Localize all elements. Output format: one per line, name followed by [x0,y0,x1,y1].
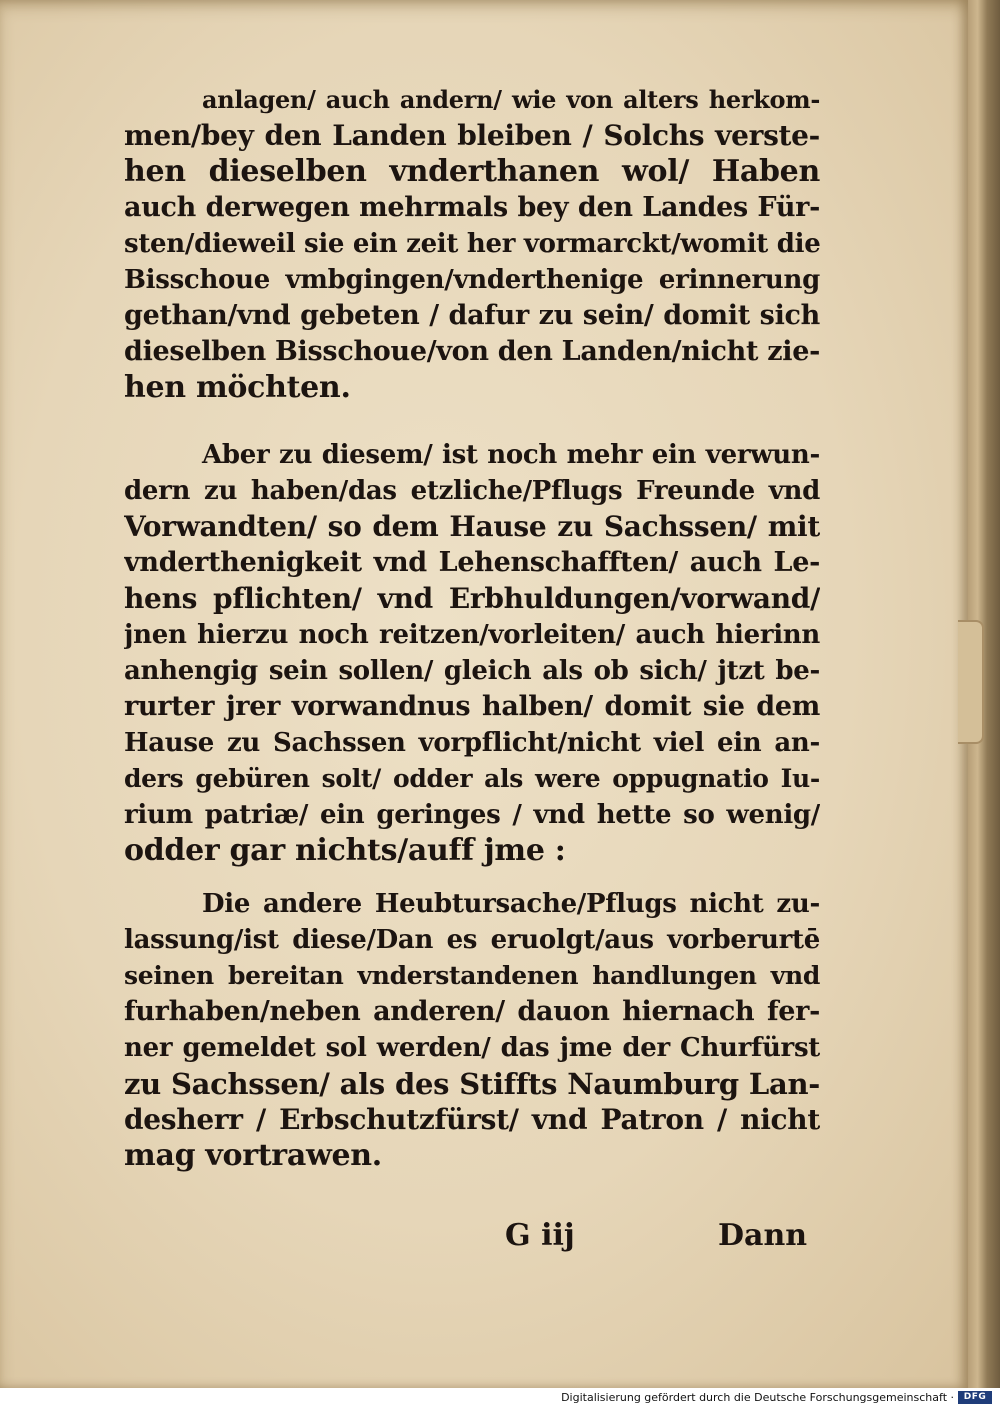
text-line: gethan/vnd gebeten / dafur zu sein/ domit sich [124,300,820,331]
text-line: ders gebüren solt/ odder als were oppugnatio Iu- [124,764,820,793]
text-line: Die andere Heubtursache/Pflugs nicht zu- [202,889,820,919]
text-line: sten/dieweil sie ein zeit her vormarckt/womit die [124,229,820,259]
dfg-logo-icon: DFG [958,1391,992,1404]
text-line: desherr / Erbschutzfürst/ vnd Patron / nicht [124,1103,820,1136]
text-line: anlagen/ auch andern/ wie von alters herkom- [202,85,820,114]
text-line: vnderthenigkeit vnd Lehenschafften/ auch Le- [124,547,820,578]
paragraph-1 [124,82,820,406]
text-line: mag vortrawen. [124,1138,382,1173]
text-line: zu Sachssen/ als des Stiffts Naumburg Lan- [124,1067,820,1101]
text-line: men/bey den Landen bleiben / Solchs verste- [124,119,820,152]
text-line: Bisschoue vmbgingen/vnderthenige erinnerung [124,265,820,295]
paragraph-2 [124,437,820,869]
text-line: Aber zu diesem/ ist noch mehr ein verwun- [202,440,820,470]
signature-mark: G iij [505,1218,575,1253]
text-line: rurter jrer vorwandnus halben/ domit sie dem [124,691,820,722]
catchword: Dann [718,1218,808,1253]
text-line: Hause zu Sachssen vorpflicht/nicht viel ein an- [124,728,820,758]
text-line: rium patriæ/ ein geringes / vnd hette so wenig/ [124,800,820,830]
text-line: jnen hierzu noch reitzen/vorleiten/ auch hierinn [124,620,820,650]
paragraph-3 [124,886,820,1174]
text-line: ner gemeldet sol werden/ das jme der Churfürst [124,1033,820,1063]
text-line: furhaben/neben anderen/ dauon hiernach fer- [124,996,820,1027]
text-line: anhengig sein sollen/ gleich als ob sich/ jtzt be- [124,656,820,686]
text-line: hen möchten. [124,370,351,405]
text-line: dieselben Bisschoue/von den Landen/nicht zie- [124,336,820,367]
text-line: hens pflichten/ vnd Erbhuldungen/vorwand/ [124,582,820,615]
footer-credit-text: Digitalisierung gefördert durch die Deutsche Forschungsgemeinschaft · [561,1391,954,1404]
text-line: seinen bereitan vnderstandenen handlungen vnd [124,961,820,990]
text-line: Vorwandten/ so dem Hause zu Sachssen/ mit [124,510,820,543]
text-line: lassung/ist diese/Dan es eruolgt/aus vorberurtē [124,925,820,955]
text-line: dern zu haben/das etzliche/Pflugs Freunde vnd [124,476,820,506]
text-line: hen dieselben vnderthanen wol/ Haben [124,154,820,189]
footer-bar [0,1388,1000,1407]
text-line: auch derwegen mehrmals bey den Landes Für- [124,192,820,223]
page-tab-notch [958,620,984,744]
text-line: odder gar nichts/auff jme : [124,833,566,868]
